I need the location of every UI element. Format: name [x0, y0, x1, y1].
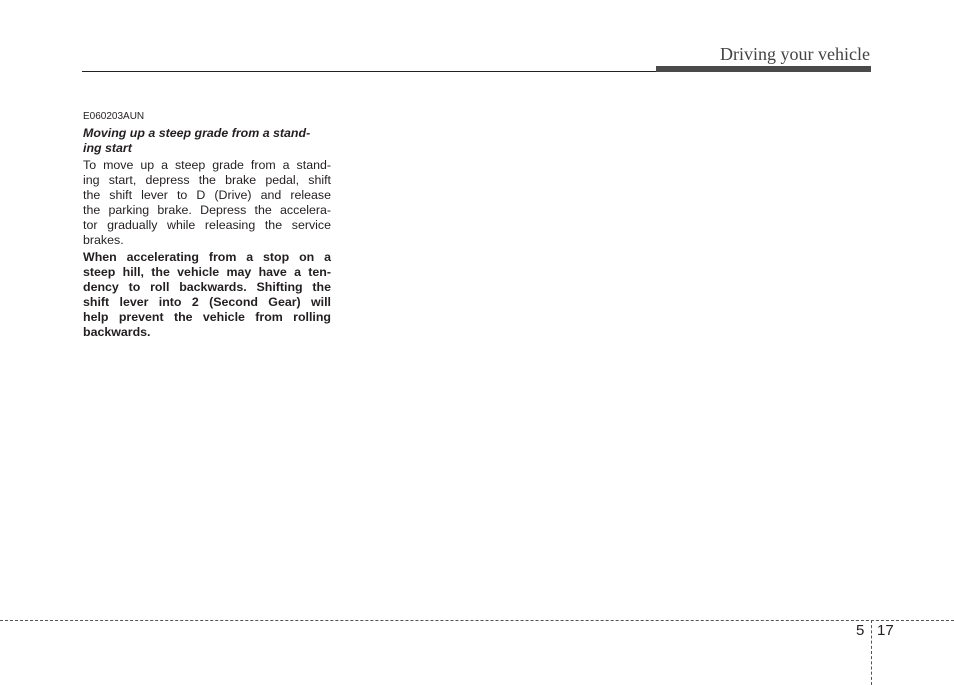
body-paragraph [83, 158, 331, 248]
warning-line: shift lever into 2 (Second Gear) will [83, 295, 331, 309]
warning-line: dency to roll backwards. Shifting the [83, 280, 331, 294]
warning-line: backwards. [83, 325, 151, 339]
header-rule [82, 71, 656, 72]
page-number: 17 [877, 622, 894, 639]
subheading-line: Moving up a steep grade from a stand- [83, 126, 311, 140]
subheading-line: ing start [83, 141, 132, 155]
footer-rule [0, 620, 954, 621]
warning-paragraph [83, 250, 331, 340]
body-line: tor gradually while releasing the service [83, 218, 331, 232]
section-title: Driving your vehicle [720, 44, 870, 64]
body-line: the shift lever to D (Drive) and release [83, 188, 331, 202]
section-code: E060203AUN [83, 111, 145, 122]
body-line: the parking brake. Depress the accelera- [83, 203, 331, 217]
warning-line: When accelerating from a stop on a [83, 250, 331, 264]
body-line: ing start, depress the brake pedal, shift [83, 173, 331, 187]
header-bar [656, 66, 871, 72]
text-column [83, 110, 331, 340]
warning-line: help prevent the vehicle from rolling [83, 310, 331, 324]
body-line: To move up a steep grade from a stand- [83, 158, 331, 172]
footer-divider [871, 620, 872, 685]
warning-line: steep hill, the vehicle may have a ten- [83, 265, 331, 279]
chapter-number: 5 [856, 622, 865, 639]
subheading [83, 126, 331, 156]
body-line: brakes. [83, 233, 124, 247]
